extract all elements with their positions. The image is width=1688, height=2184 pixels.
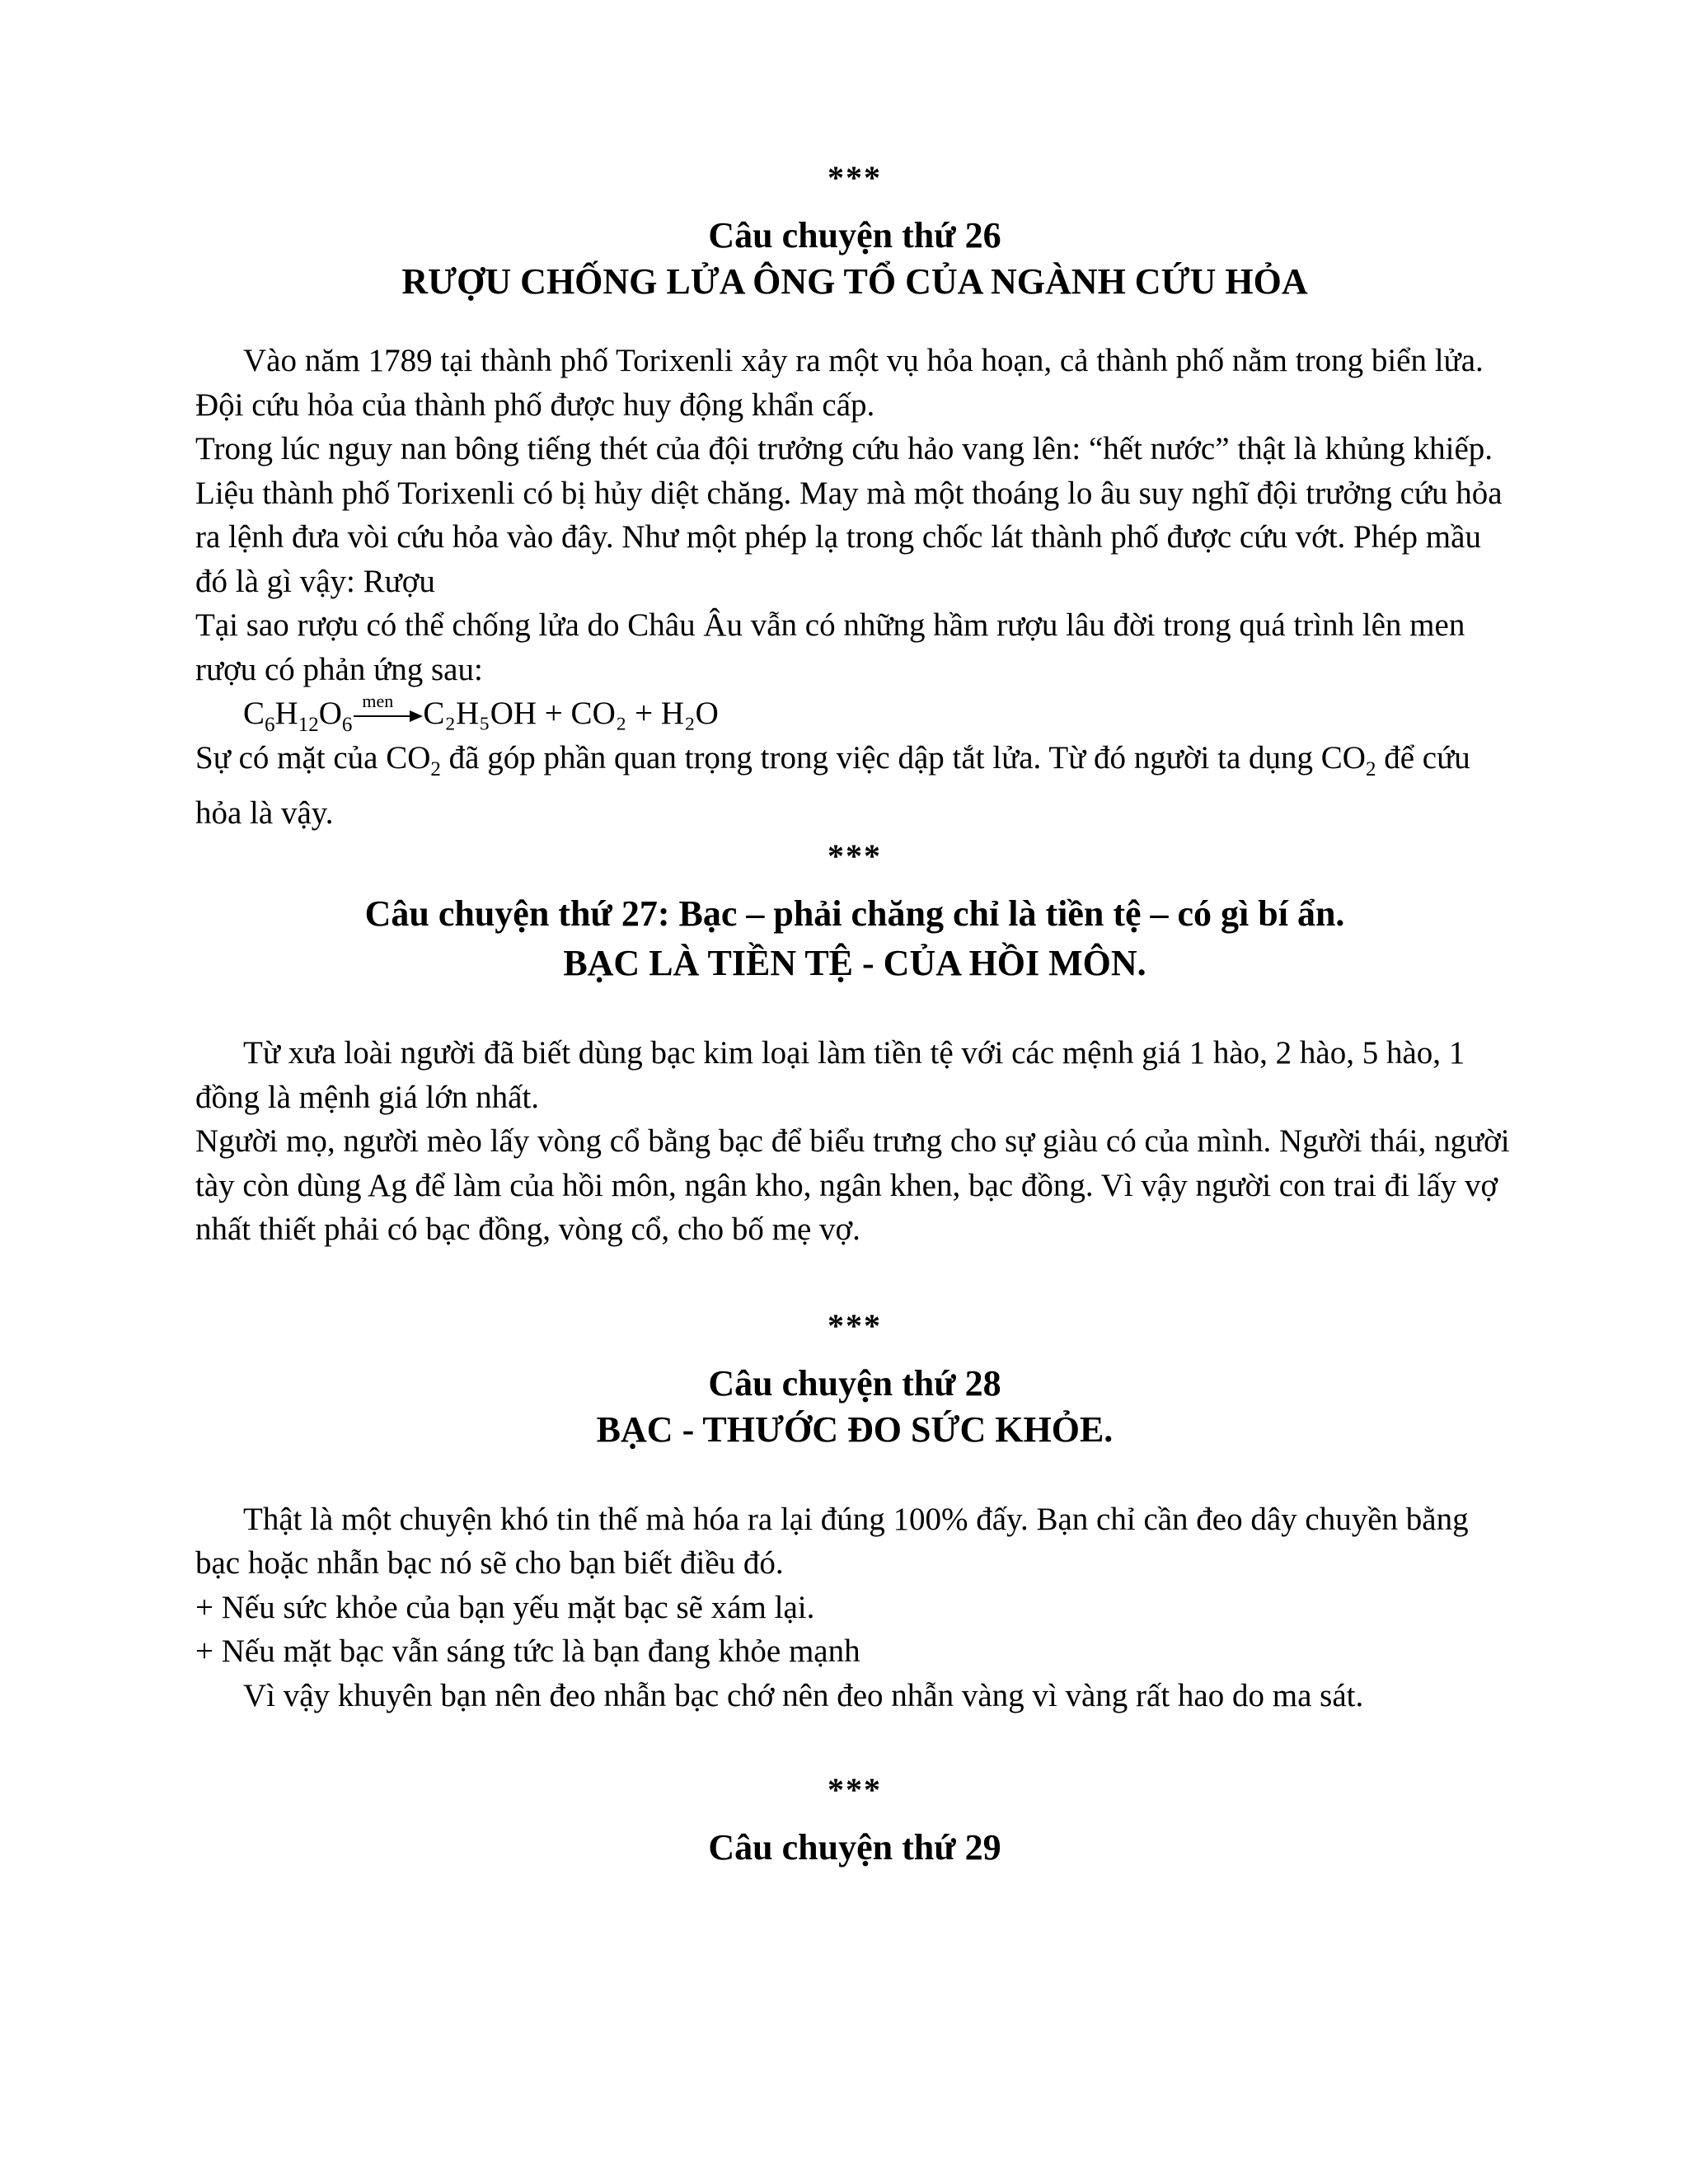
reaction-arrow-label: men (362, 691, 394, 712)
reaction-arrow-icon (352, 691, 423, 724)
story-26-paragraph-2: Trong lúc nguy nan bông tiếng thét của đội trưởng cứu hảo vang lên: “hết nước” thật là khủng khiếp. (195, 431, 1493, 466)
fermentation-equation (195, 691, 1514, 736)
equation-reactant: $C_6H_{12}O_6$ (243, 696, 353, 736)
document-page (195, 0, 1514, 2184)
story-26-paragraph-3: Liệu thành phố Torixenli có bị hủy diệt chăng. May mà một thoáng lo âu suy nghĩ đội trưởng cứu hỏa ra lệnh đưa vòi cứu hỏa vào đây. Như một phép lạ trong chốc lát thành phố được cứu vớt. Phép mầu đó là gì vậy: Rượu (195, 475, 1503, 599)
story-28-paragraph-3: + Nếu mặt bạc vẫn sáng tức là bạn đang khỏe mạnh (195, 1633, 860, 1670)
story-26-paragraph-5: Sự có mặt của $CO_2$ đã góp phần quan trọng trong việc dập tắt lửa. Từ đó người ta dụng $CO_2$ để cứu hỏa là vậy. (195, 739, 1470, 831)
story-26-paragraph-1: Vào năm 1789 tại thành phố Torixenli xảy ra một vụ hỏa hoạn, cả thành phố nằm trong biển lửa. Đội cứu hỏa của thành phố được huy động khẩn cấp. (195, 343, 1484, 423)
section-separator: *** (828, 159, 882, 196)
story-27-subtitle: BẠC LÀ TIỀN TỆ - CỦA HỒI MÔN. (563, 943, 1146, 984)
story-28-paragraph-2: + Nếu sức khỏe của bạn yếu mặt bạc sẽ xám lại. (195, 1589, 815, 1625)
story-27-paragraph-1: Từ xưa loài người đã biết dùng bạc kim loại làm tiền tệ với các mệnh giá 1 hào, 2 hào, 5 hào, 1 đồng là mệnh giá lớn nhất. (195, 1035, 1465, 1115)
story-28-paragraph-1: Thật là một chuyện khó tin thế mà hóa ra lại đúng 100% đấy. Bạn chỉ cần đeo dây chuyền bằng bạc hoặc nhẫn bạc nó sẽ cho bạn biết điều đó. (195, 1501, 1469, 1582)
story-27-paragraph-2: Người mọ, người mèo lấy vòng cổ bằng bạc để biểu trưng cho sự giàu có của mình. Người thái, người tày còn dùng Ag để làm của hồi môn, ngân kho, ngân khen, bạc đồng. Vì vậy người con trai đi lấy vợ nhất thiết phải có bạc đồng, vòng cổ, cho bố mẹ vợ. (195, 1123, 1510, 1248)
section-separator: *** (828, 1306, 882, 1344)
story-28-title: Câu chuyện thứ 28 (708, 1362, 1001, 1404)
story-26-subtitle: RƯỢU CHỐNG LỬA ÔNG TỔ CỦA NGÀNH CỨU HỎA (401, 261, 1308, 302)
story-26-paragraph-4: Tại sao rượu có thể chống lửa do Châu Âu vẫn có những hầm rượu lâu đời trong quá trình lên men rượu có phản ứng sau: (195, 607, 1465, 687)
equation-products: C₂H₅OH + CO₂ + H₂O (423, 696, 719, 731)
story-28-subtitle: BẠC - THƯỚC ĐO SỨC KHỎE. (596, 1408, 1114, 1450)
section-separator: *** (828, 837, 882, 875)
story-27-title: Câu chuyện thứ 27: Bạc – phải chăng chỉ là tiền tệ – có gì bí ẩn. (364, 893, 1345, 935)
section-separator: *** (828, 1771, 882, 1809)
story-28-paragraph-4: Vì vậy khuyên bạn nên đeo nhẫn bạc chớ nên đeo nhẫn vàng vì vàng rất hao do ma sát. (243, 1677, 1364, 1713)
story-26-title: Câu chuyện thứ 26 (708, 215, 1001, 255)
story-29-title: Câu chuyện thứ 29 (708, 1827, 1001, 1868)
